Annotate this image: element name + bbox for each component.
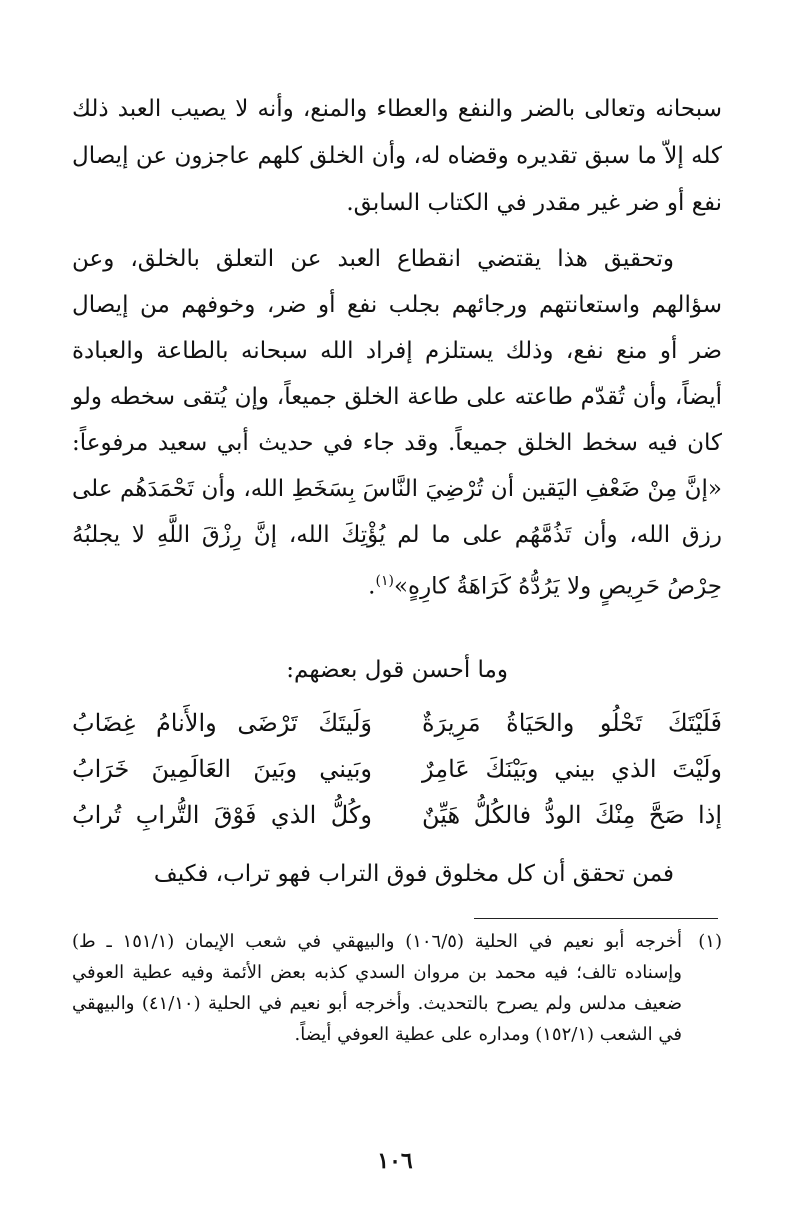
footnote-marker: (١) — [698, 931, 722, 952]
body-paragraph-1: سبحانه وتعالى بالضر والنفع والعطاء والمنع، وأنه لا يصيب العبد ذلك كله إلاّ ما سبق تقديره وقضاه له، وأن الخلق كلهم عاجزون عن إيصال نفع أو ضر غير مقدر في الكتاب السابق. — [72, 96, 722, 216]
footnote-reference[interactable]: (١) — [375, 573, 394, 589]
poem-intro: وما أحسن قول بعضهم: — [286, 657, 508, 683]
poem — [72, 700, 722, 838]
paragraph-2-text: وتحقيق هذا يقتضي انقطاع العبد عن التعلق بالخلق، وعن سؤالهم واستعانتهم ورجائهم بجلب نفع أو ضر، وخوفهم من إيصال ضر أو منع نفع، وذلك يستلزم إفراد الله سبحانه بالطاعة والعبادة أيضاً، وأن تُقدّم طاعته على طاعة الخلق جميعاً، وإن يُتقى سخطه ولو كان فيه سخط الخلق جميعاً. وقد جاء في حديث أبي سعيد مرفوعاً: «إنَّ مِنْ ضَعْفِ اليَقين أن تُرْضِيَ النَّاسَ بِسَخَطِ الله، وأن تَحْمَدَهُم على رزق الله، وأن تَذُمَّهُم على ما لم يُؤْتِكَ الله، إنَّ رِزْقَ اللَّهِ لا يجلبُهُ حِرْصُ حَرِيصٍ ولا يَرُدُّهُ كَرَاهَةُ كارِهٍ» — [72, 246, 722, 600]
poem-second-hemistich: وبَيني وبَينَ العَالَمِينَ خَرَابُ — [72, 755, 372, 783]
poem-verse — [72, 746, 722, 792]
footnote-text: أخرجه أبو نعيم في الحلية (١٠٦/٥) والبيهقي في شعب الإيمان (١٥١/١ ـ ط) وإسناده تالف؛ فيه محمد بن مروان السدي كذبه بعض الأئمة وفيه عطية العوفي ضعيف مدلس ولم يصرح بالتحديث. وأخرجه أبو نعيم في الحلية (٤١/١٠) والبيهقي في الشعب (١٥٢/١) ومداره على عطية العوفي أيضاً. — [72, 931, 682, 1045]
page-number: ١٠٦ — [377, 1148, 413, 1174]
poem-verse — [72, 700, 722, 746]
poem-second-hemistich: وكُلُّ الذي فَوْقَ التُّرابِ تُرابُ — [72, 801, 372, 829]
body-paragraph-2 — [72, 236, 722, 610]
footnote-divider — [474, 918, 718, 919]
poem-second-hemistich: وَلَيتَكَ تَرْضَى والأَنامُ غِضَابُ — [72, 709, 372, 737]
footnote-item — [72, 926, 722, 1050]
poem-first-hemistich: ولَيْتَ الذي بيني وبَيْنَكَ عَامِرٌ — [422, 755, 722, 783]
body-paragraph-3: فمن تحقق أن كل مخلوق فوق التراب فهو تراب، فكيف — [153, 861, 674, 887]
poem-first-hemistich: إذا صَحَّ مِنْكَ الودُّ فالكُلُّ هَيِّنٌ — [422, 801, 722, 829]
footnotes — [72, 926, 722, 1050]
poem-verse — [72, 792, 722, 838]
paragraph-2-end: . — [368, 573, 376, 600]
poem-first-hemistich: فَلَيْتَكَ تَحْلُو والحَيَاةُ مَرِيرَةٌ — [422, 709, 722, 737]
